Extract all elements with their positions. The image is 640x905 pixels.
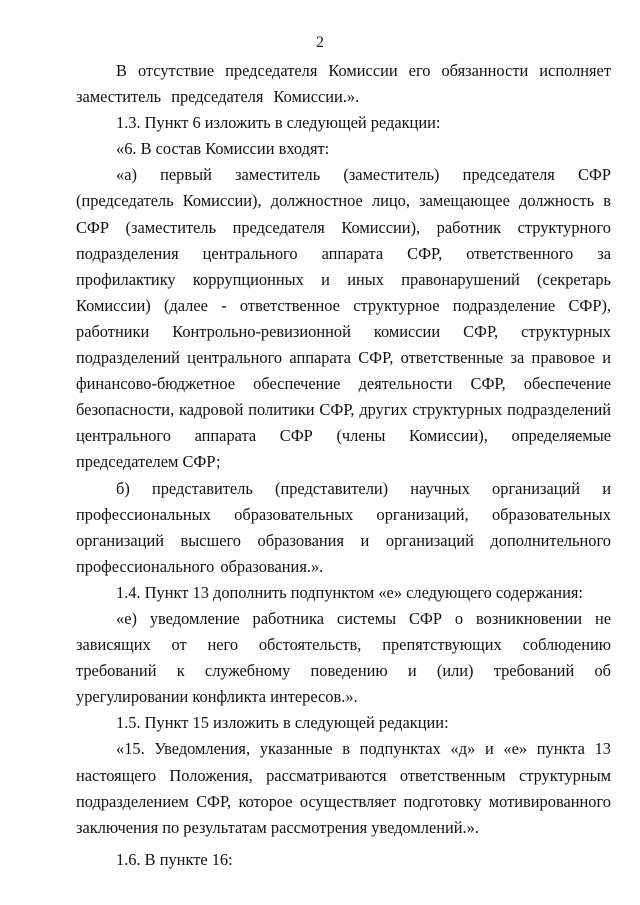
paragraph-clause-1-6: 1.6. В пункте 16: [116, 849, 233, 869]
paragraph-clause-6-b: б) представитель (представители) научных организаций и профессиональных образовательных организаций, образовательных организаций высшего образования и организаций дополнительного профессионального образования.». [76, 478, 611, 576]
paragraph-clause-6-a: «а) первый заместитель (заместитель) председателя СФР (председатель Комиссии), должностное лицо, замещающее должность в СФР (заместитель председателя Комиссии), работник структурного подразделения центрального аппарата СФР, ответственного за профилактику коррупционных и иных правонарушений (секретарь Комиссии) (далее - ответственное структурное подразделение СФР), работники Контрольно-ревизионной комиссии СФР, структурных подразделений центрального аппарата СФР, ответственные за правовое и финансово-бюджетное обеспечение деятельности СФР, обеспечение безопасности, кадровой политики СФР, других структурных подразделений центрального аппарата СФР (члены Комиссии), определяемые председателем СФР; [76, 165, 611, 472]
paragraph-clause-1-4: 1.4. Пункт 13 дополнить подпунктом «е» следующего содержания: [116, 582, 583, 602]
paragraph-clause-1-5: 1.5. Пункт 15 изложить в следующей редакции: [116, 713, 449, 733]
paragraph-clause-15: «15. Уведомления, указанные в подпунктах «д» и «е» пункта 13 настоящего Положения, рассматриваются ответственным структурным подразделением СФР, которое осуществляет подготовку мотивированного заключения по результатам рассмотрения уведомлений.». [76, 739, 611, 837]
page-number: 2 [316, 34, 324, 51]
document-body [76, 58, 611, 873]
paragraph-clause-1-3: 1.3. Пункт 6 изложить в следующей редакции: [116, 113, 441, 133]
paragraph-clause-13-e: «е) уведомление работника системы СФР о возникновении не зависящих от него обстоятельств, препятствующих соблюдению требований к служебному поведению и (или) требований об урегулировании конфликта интересов.». [76, 608, 611, 707]
paragraph-clause-6-intro: «6. В состав Комиссии входят: [116, 139, 330, 159]
paragraph-chairman-absence: В отсутствие председателя Комиссии его обязанности исполняет заместитель председателя Комиссии.». [76, 61, 611, 107]
